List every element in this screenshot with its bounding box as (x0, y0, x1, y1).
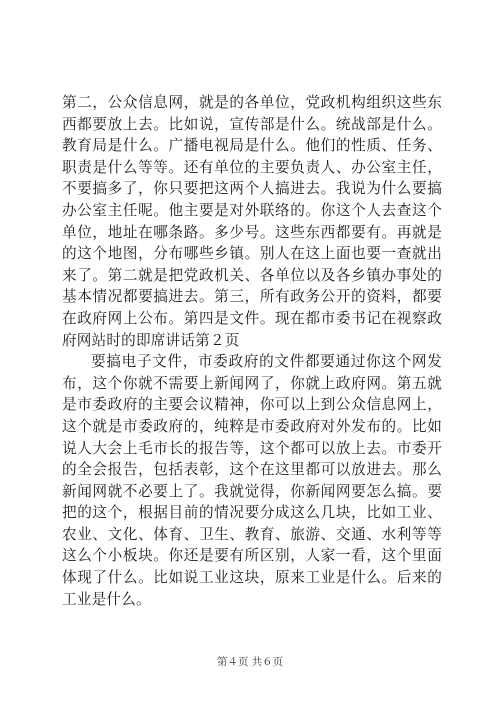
document-body (62, 92, 442, 610)
paragraph-1: 第二，公众信息网，就是的各单位，党政机构组织这些东西都要放上去。比如说，宣传部是什么。统战部是什么。教育局是什么。广播电视局是什么。他们的性质、任务、职责是什么等等。还有单位的主要负责人、办公室主任，不要搞多了，你只要把这两个人搞进去。我说为什么要搞办公室主任呢。他主要是对外联络的。你这个人去查这个单位，地址在哪条路。多少号。这些东西都要有。再就是的这个地图，分布哪些乡镇。别人在这上面也要一查就出来了。第二就是把党政机关、各单位以及各乡镇办事处的基本情况都要搞进去。第三，所有政务公开的资料，都要在政府网上公布。第四是文件。现在都市委书记在视察政府网站时的即席讲话第２页 (62, 94, 442, 349)
page-footer: 第４页 共６页 (216, 656, 284, 668)
paragraph-2: 要搞电子文件，市委政府的文件都要通过你这个网发布，这个你就不需要上新闻网了，你就上政府网。第五就是市委政府的主要会议精神，你可以上到公众信息网上，这个就是市委政府的，纯粹是市委政府对外发布的。比如说人大会上毛市长的报告等，这个都可以放上去。市委开的全会报告，包括表彰，这个在这里都可以放进去。那么新闻网就不必要上了。我就觉得，你新闻网要怎么搞。要把的这个，根据目前的情况要分成这么几块，比如工业、农业、文化、体育、卫生、教育、旅游、交通、水利等等这么个小板块。你还是要有所区别，人家一看，这个里面体现了什么。比如说工业这块，原来工业是什么。后来的工业是什么。 (62, 353, 442, 608)
